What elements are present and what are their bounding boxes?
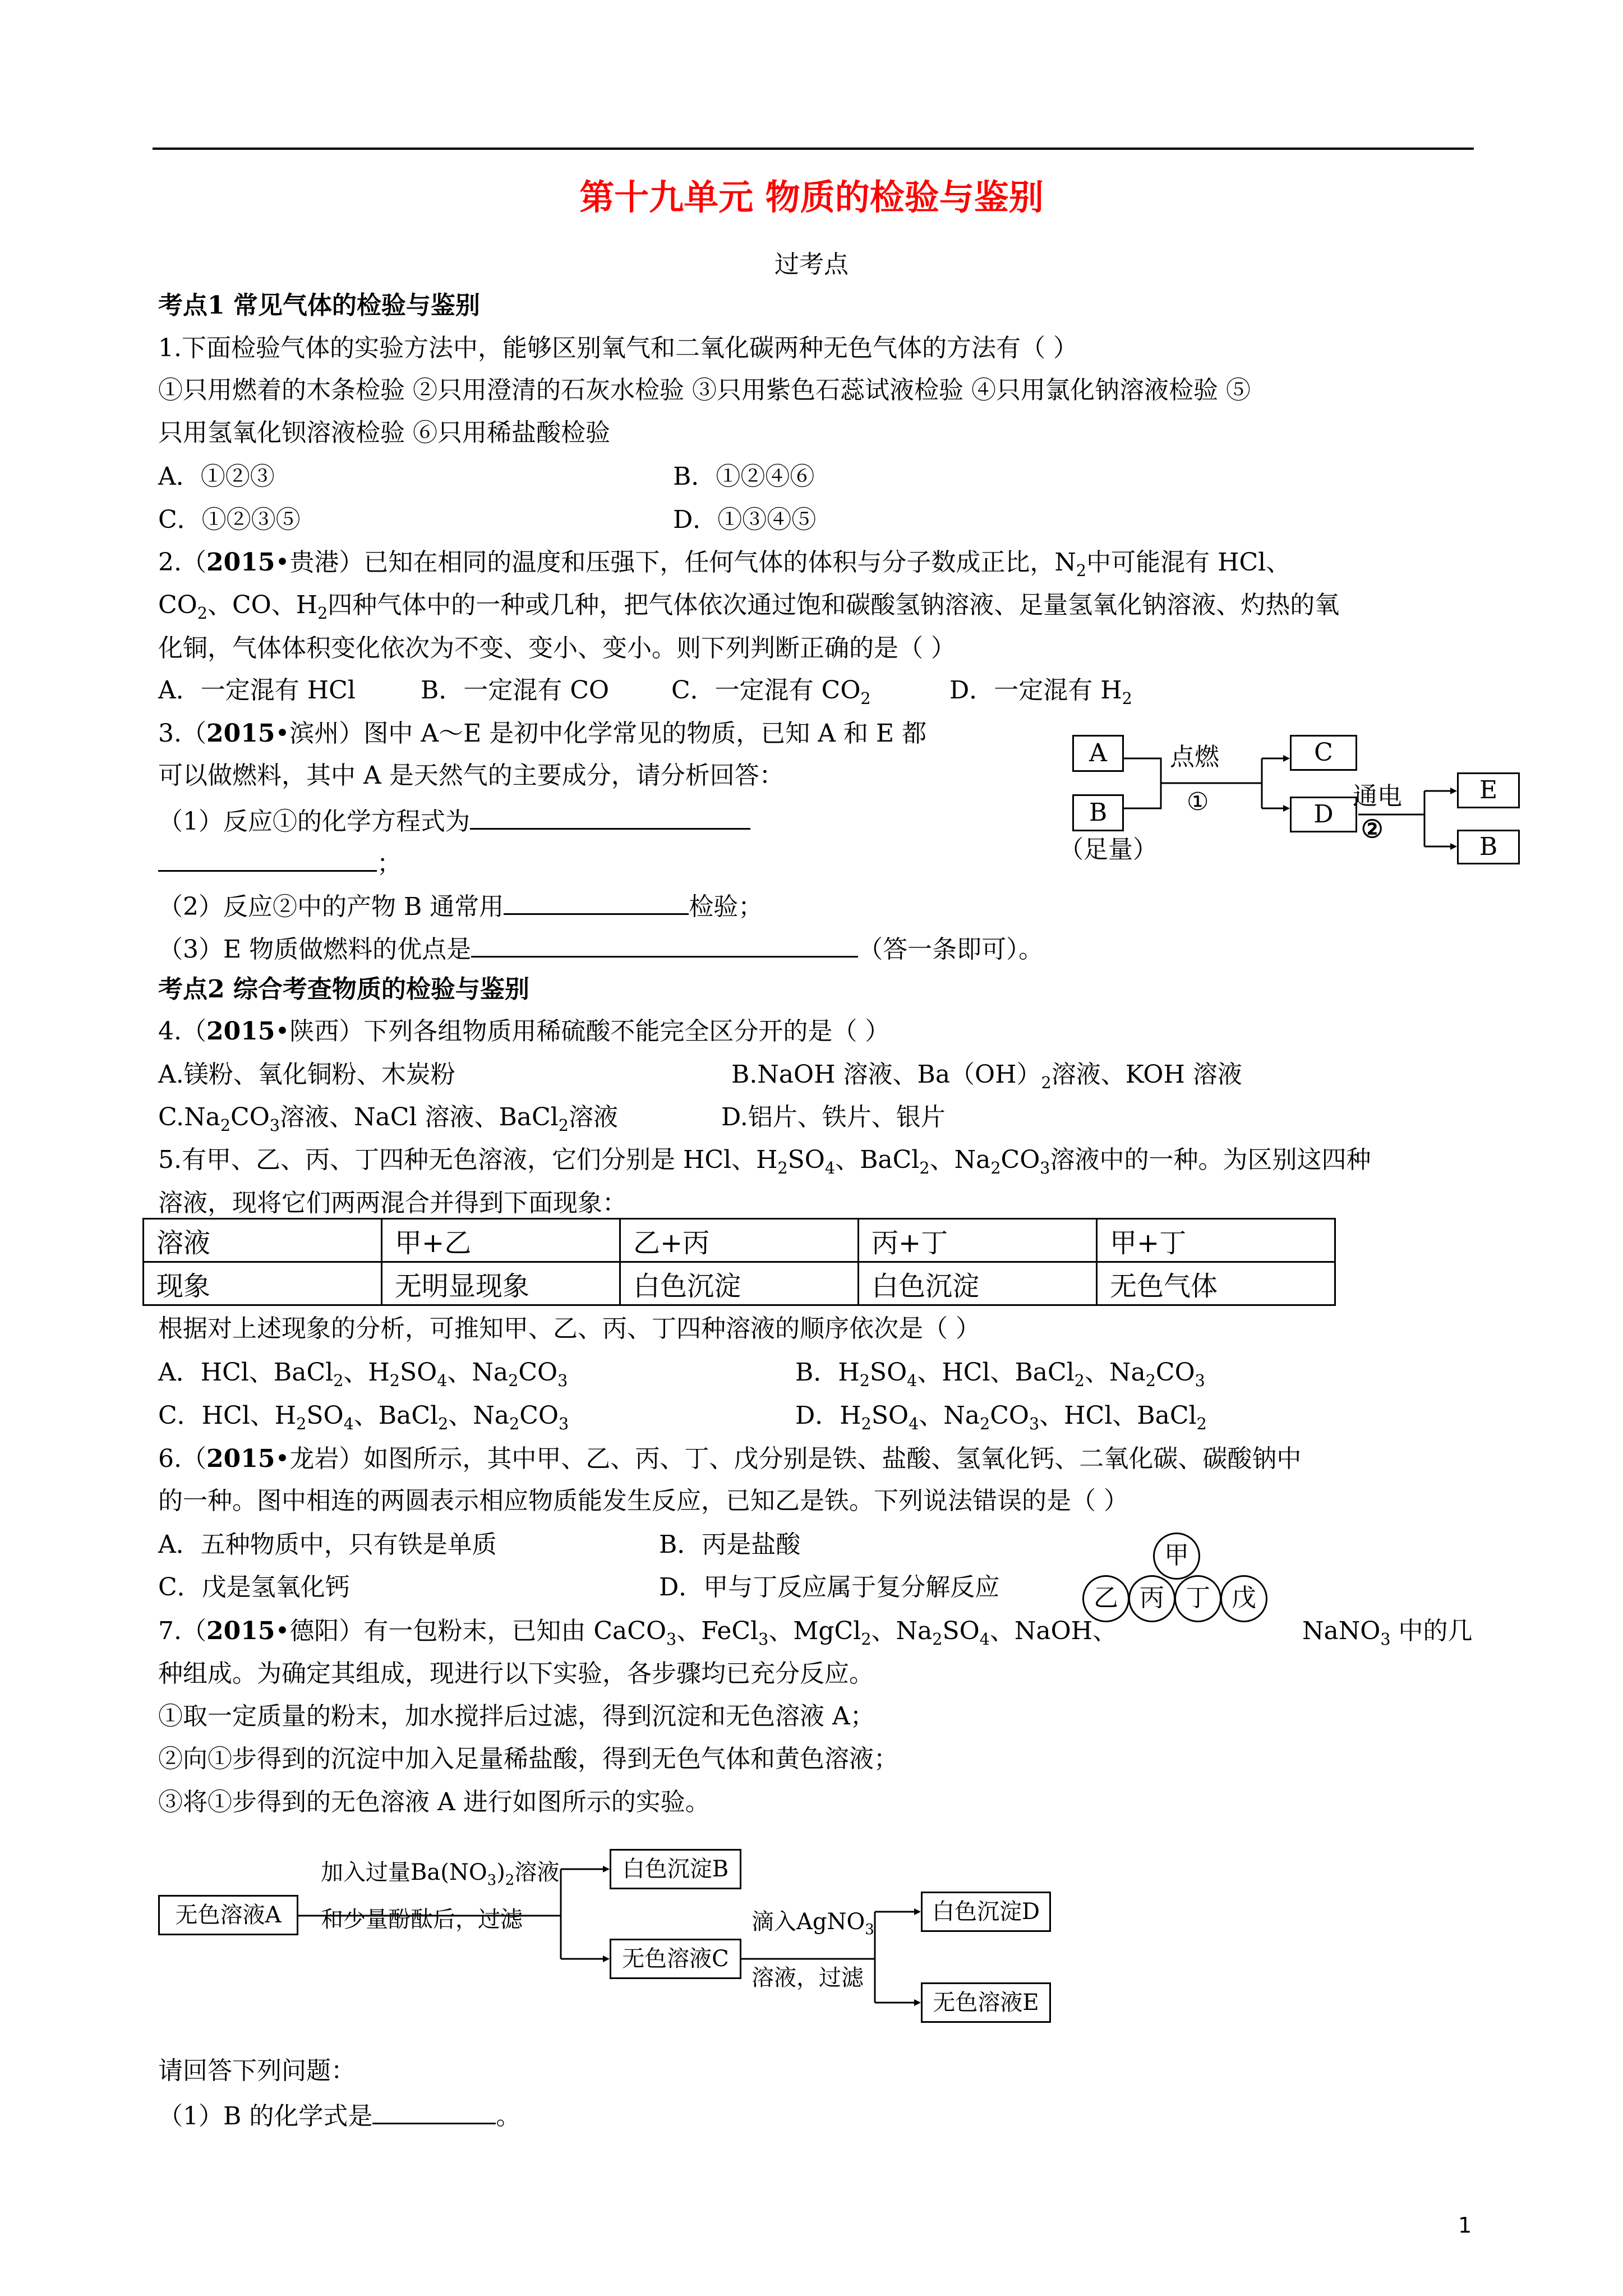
table-cell: 无色气体	[1097, 1262, 1335, 1305]
flow-box-solution-e: 无色溶液E	[921, 1982, 1051, 2023]
q2-line2: $CO_2$、CO、$H_2$四种气体中的一种或几种，把气体依次通过饱和碳酸氢钠溶液、足量氢氧化钠溶液、灼热的氧	[158, 591, 1340, 623]
q7-step2: ②向①步得到的沉淀中加入足量稀盐酸，得到无色气体和黄色溶液；	[158, 1745, 898, 1773]
q1-option-b: B．①②④⑥	[673, 462, 815, 491]
q6-line2: 的一种。图中相连的两圆表示相应物质能发生反应，已知乙是铁。下列说法错误的是（ ）	[158, 1487, 1128, 1515]
diagram-box-a: A	[1072, 735, 1124, 772]
diagram-reaction1-label: 点燃	[1170, 743, 1219, 771]
diagram-box-b2: B	[1457, 830, 1520, 864]
table-cell: 乙+丙	[620, 1219, 859, 1262]
table-cell: 溶液	[144, 1219, 382, 1262]
q4-stem: 4.（2015•陕西）下列各组物质用稀硫酸不能完全区分开的是（ ）	[158, 1017, 890, 1046]
q2-option-a: A．一定混有 HCl	[158, 676, 356, 705]
q3-part1-cont: ；	[158, 848, 402, 877]
table-cell: 丙+丁	[859, 1219, 1097, 1262]
flow-box-solution-a: 无色溶液A	[158, 1895, 298, 1935]
q2-option-d: D．一定混有 $H_2$	[949, 676, 1132, 708]
answer-blank[interactable]	[372, 2100, 496, 2124]
q3-line2: 可以做燃料，其中 A 是天然气的主要成分，请分析回答：	[158, 761, 784, 790]
q4-option-a: A.镁粉、氧化铜粉、木炭粉	[158, 1060, 455, 1089]
flow-reagent2-line1: 滴入AgNO$_3$	[751, 1909, 874, 1938]
flow-reagent1-line1: 加入过量$Ba(NO_3)_2$溶液	[321, 1860, 560, 1889]
diagram-excess-note: （足量）	[1059, 835, 1158, 864]
circle-jia: 甲	[1153, 1533, 1200, 1580]
q6-option-b: B．丙是盐酸	[659, 1530, 801, 1559]
q7-ask: 请回答下列问题：	[158, 2056, 356, 2085]
section-heading-1: 考点1 常见气体的检验与鉴别	[158, 291, 480, 320]
diagram-box-c: C	[1290, 735, 1357, 771]
q1-option-c: C．①②③⑤	[158, 505, 301, 534]
q7-step3: ③将①步得到的无色溶液 A 进行如图所示的实验。	[158, 1788, 710, 1816]
diagram-reaction2-number: ②	[1361, 815, 1384, 844]
diagram-box-b: B	[1072, 794, 1124, 831]
q2-line3: 化铜，气体体积变化依次为不变、变小、变小。则下列判断正确的是（ ）	[158, 634, 956, 662]
q5-option-a: A．HCl、BaCl$_2$、$H_2SO_4$、$Na_2CO_3$	[158, 1358, 568, 1390]
q4-option-c: $C.Na_2CO_3$溶液、NaCl 溶液、BaCl$_2$溶液	[158, 1103, 618, 1135]
q5-option-b: B．$H_2SO_4$、HCl、BaCl$_2$、$Na_2CO_3$	[795, 1358, 1205, 1390]
page-number: 1	[1458, 2213, 1472, 2238]
q6-option-d: D．甲与丁反应属于复分解反应	[659, 1573, 1000, 1602]
diagram-reaction1-number: ①	[1187, 788, 1209, 816]
q7-line1-end: NaNO$_3$ 中的几	[1302, 1617, 1473, 1649]
flow-reagent1-line2: 和少量酚酞后，过滤	[321, 1907, 523, 1932]
q7-step1: ①取一定质量的粉末，加水搅拌后过滤，得到沉淀和无色溶液 A；	[158, 1702, 875, 1731]
q7-line2: 种组成。为确定其组成，现进行以下实验，各步骤均已充分反应。	[158, 1659, 874, 1688]
page-title: 第十九单元 物质的检验与鉴别	[579, 177, 1044, 218]
q3-part1: （1）反应①的化学方程式为	[158, 806, 750, 835]
table-cell: 现象	[144, 1262, 382, 1305]
q3-part3: （3）E 物质做燃料的优点是 （答一条即可）。	[158, 933, 1043, 963]
table-cell: 甲+丁	[1097, 1219, 1335, 1262]
flow-box-precipitate-b: 白色沉淀B	[610, 1849, 741, 1889]
page-subtitle: 过考点	[774, 250, 849, 279]
q5-option-c: C．HCl、$H_2SO_4$、BaCl$_2$、$Na_2CO_3$	[158, 1401, 569, 1433]
diagram-box-d: D	[1290, 797, 1357, 832]
flow-reagent2-line2: 溶液，过滤	[751, 1965, 864, 1991]
q5-question: 根据对上述现象的分析，可推知甲、乙、丙、丁四种溶液的顺序依次是（ ）	[158, 1314, 980, 1343]
q2-option-c: C．一定混有 $CO_2$	[671, 676, 871, 708]
q5-line2: 溶液，现将它们两两混合并得到下面现象：	[158, 1189, 627, 1217]
flow-box-solution-c: 无色溶液C	[610, 1939, 741, 1979]
q2-line1: 2.（2015•贵港）已知在相同的温度和压强下，任何气体的体积与分子数成正比，$N_2$中可能混有 HCl、	[158, 548, 1291, 580]
table-cell: 无明显现象	[382, 1262, 620, 1305]
circle-wu: 戊	[1220, 1575, 1267, 1622]
table-cell: 白色沉淀	[620, 1262, 859, 1305]
section-heading-2: 考点2 综合考查物质的检验与鉴别	[158, 975, 529, 1004]
q6-option-c: C．戊是氢氧化钙	[158, 1573, 350, 1602]
q6-option-a: A．五种物质中，只有铁是单质	[158, 1530, 497, 1559]
circle-ding: 丁	[1174, 1575, 1221, 1622]
q3-part2: （2）反应②中的产物 B 通常用 检验；	[158, 891, 763, 921]
q1-option-d: D．①③④⑤	[673, 505, 817, 534]
table-cell: 甲+乙	[382, 1219, 620, 1262]
diagram-reaction2-label: 通电	[1353, 782, 1402, 811]
q7-sub1: （1）B 的化学式是 。	[158, 2100, 520, 2130]
q6-line1: 6.（2015•龙岩）如图所示，其中甲、乙、丙、丁、戊分别是铁、盐酸、氢氧化钙、二氧化碳、碳酸钠中	[158, 1444, 1302, 1473]
q2-option-b: B．一定混有 CO	[421, 676, 610, 705]
q5-line1: 5.有甲、乙、丙、丁四种无色溶液，它们分别是 HCl、$H_2SO_4$、BaCl$_2$、$Na_2CO_3$溶液中的一种。为区别这四种	[158, 1145, 1371, 1177]
q1-methods-line2: 只用氢氧化钡溶液检验 ⑥只用稀盐酸检验	[158, 418, 610, 447]
circle-yi: 乙	[1082, 1575, 1129, 1622]
q7-line1: 7.（2015•德阳）有一包粉末，已知由 CaCO$_3$、FeCl$_3$、MgCl$_2$、$Na_2SO_4$、NaOH、	[158, 1617, 1118, 1649]
q1-methods-line1: ①只用燃着的木条检验 ②只用澄清的石灰水检验 ③只用紫色石蕊试液检验 ④只用氯化钠溶液检验 ⑤	[158, 376, 1251, 404]
table-cell: 白色沉淀	[859, 1262, 1097, 1305]
diagram-box-e: E	[1457, 772, 1520, 808]
q1-stem: 1.下面检验气体的实验方法中，能够区别氧气和二氧化碳两种无色气体的方法有（ ）	[158, 334, 1078, 362]
q5-option-d: D．$H_2SO_4$、$Na_2CO_3$、HCl、BaCl$_2$	[795, 1401, 1207, 1433]
q3-line1: 3.（2015•滨州）图中 A～E 是初中化学常见的物质，已知 A 和 E 都	[158, 719, 927, 748]
q4-option-b: B.NaOH 溶液、$Ba(OH)_2$溶液、KOH 溶液	[731, 1060, 1242, 1092]
q1-option-a: A．①②③	[158, 462, 275, 491]
q4-option-d: D.铝片、铁片、银片	[721, 1103, 946, 1131]
flow-box-precipitate-d: 白色沉淀D	[921, 1892, 1051, 1932]
circle-bing: 丙	[1128, 1575, 1175, 1622]
